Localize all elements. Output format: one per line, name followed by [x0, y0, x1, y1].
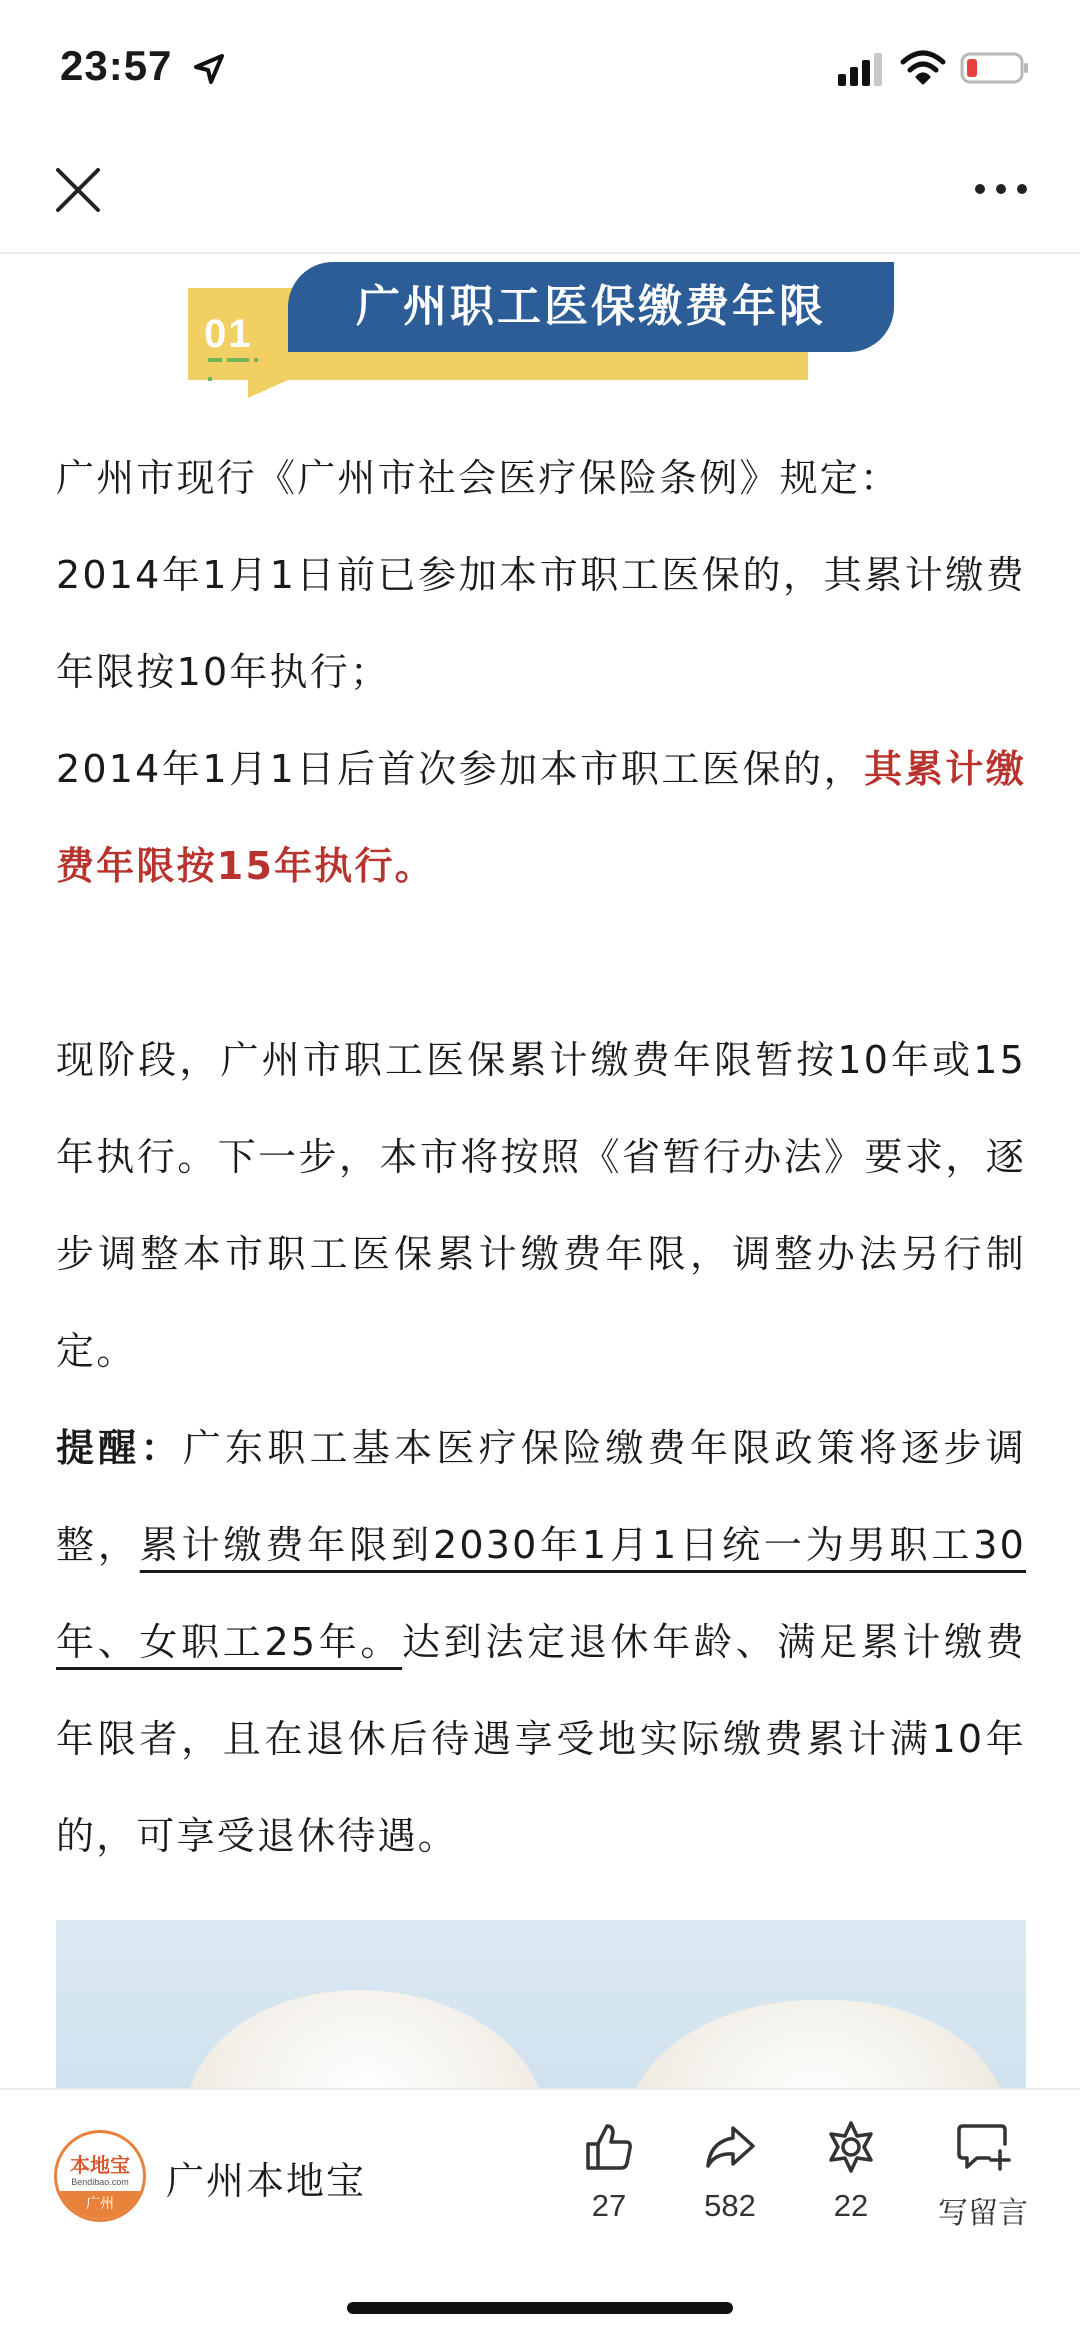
- more-icon[interactable]: [974, 178, 1028, 200]
- section-title: 广州职工医保缴费年限: [356, 281, 826, 332]
- banner-tail: [248, 372, 306, 398]
- section-number: 01: [204, 312, 253, 356]
- wifi-icon: [900, 50, 946, 86]
- close-icon[interactable]: [54, 166, 102, 214]
- logo-mid-text: Bendibao.com: [71, 2177, 129, 2187]
- status-bar: [0, 0, 1080, 130]
- reminder-label: 提醒：: [56, 1426, 183, 1470]
- comment-label: 写留言: [938, 2196, 1028, 2231]
- reminder-rest: 达到法定退休年龄、满足累计缴费年限者，且在退休后待遇享受地实际缴费累计满10年的，可享受退休待遇。: [56, 1620, 1026, 1858]
- reminder-underlined: 累计缴费年限到2030年1月1日统一为男职工30年、女职工25年。: [56, 1523, 1027, 1664]
- section-header: [188, 262, 894, 398]
- share-count: 582: [704, 2188, 756, 2223]
- wow-count: 22: [833, 2188, 869, 2223]
- signal-icon: [836, 52, 888, 88]
- wow-button[interactable]: [796, 2120, 906, 2224]
- account-avatar[interactable]: [54, 2130, 146, 2222]
- bottom-bar: [0, 2088, 1080, 2337]
- comment-plus-icon: [955, 2120, 1011, 2174]
- article-body: [56, 430, 1026, 1885]
- logo-bottom-text: 广州: [57, 2191, 143, 2219]
- location-arrow-icon: [192, 52, 226, 86]
- banner-dashes: [208, 358, 270, 362]
- paragraph-after-2014: [56, 721, 1026, 915]
- paragraph-gap: [56, 915, 1026, 1012]
- home-indicator[interactable]: [347, 2302, 733, 2314]
- paragraph-reminder: [56, 1400, 1026, 1885]
- highlight-15-years: 其累计缴费年限按15年执行。: [56, 747, 1026, 888]
- paragraph-current-stage: 现阶段，广州市职工医保累计缴费年限暂按10年或15年执行。下一步，本市将按照《省暂行办法》要求，逐步调整本市职工医保累计缴费年限，调整办法另行制定。: [56, 1038, 1026, 1373]
- thumbs-up-icon: [582, 2120, 636, 2174]
- logo-top-text: 本地宝: [70, 2153, 130, 2177]
- paragraph-after-2014-text: 2014年1月1日后首次参加本市职工医保的，: [56, 747, 865, 791]
- like-button[interactable]: [554, 2120, 664, 2224]
- share-arrow-icon: [703, 2120, 757, 2174]
- like-count: 27: [591, 2188, 627, 2223]
- comment-button[interactable]: [918, 2120, 1048, 2232]
- nav-bar: [0, 130, 1080, 254]
- battery-low-icon: [960, 50, 1030, 86]
- wow-star-icon: [824, 2120, 878, 2174]
- paragraph-before-2014: 2014年1月1日前已参加本市职工医保的，其累计缴费年限按10年执行；: [56, 553, 1026, 694]
- account-name[interactable]: 广州本地宝: [166, 2159, 367, 2203]
- share-button[interactable]: [675, 2120, 785, 2224]
- paragraph-regulation: 广州市现行《广州市社会医疗保险条例》规定：: [56, 456, 901, 500]
- banner-title-box: [288, 262, 894, 352]
- reminder-intro: 广东职工基本医疗保险缴费年限政策将逐步调整，: [56, 1426, 1026, 1567]
- status-time: 23:57: [60, 42, 173, 89]
